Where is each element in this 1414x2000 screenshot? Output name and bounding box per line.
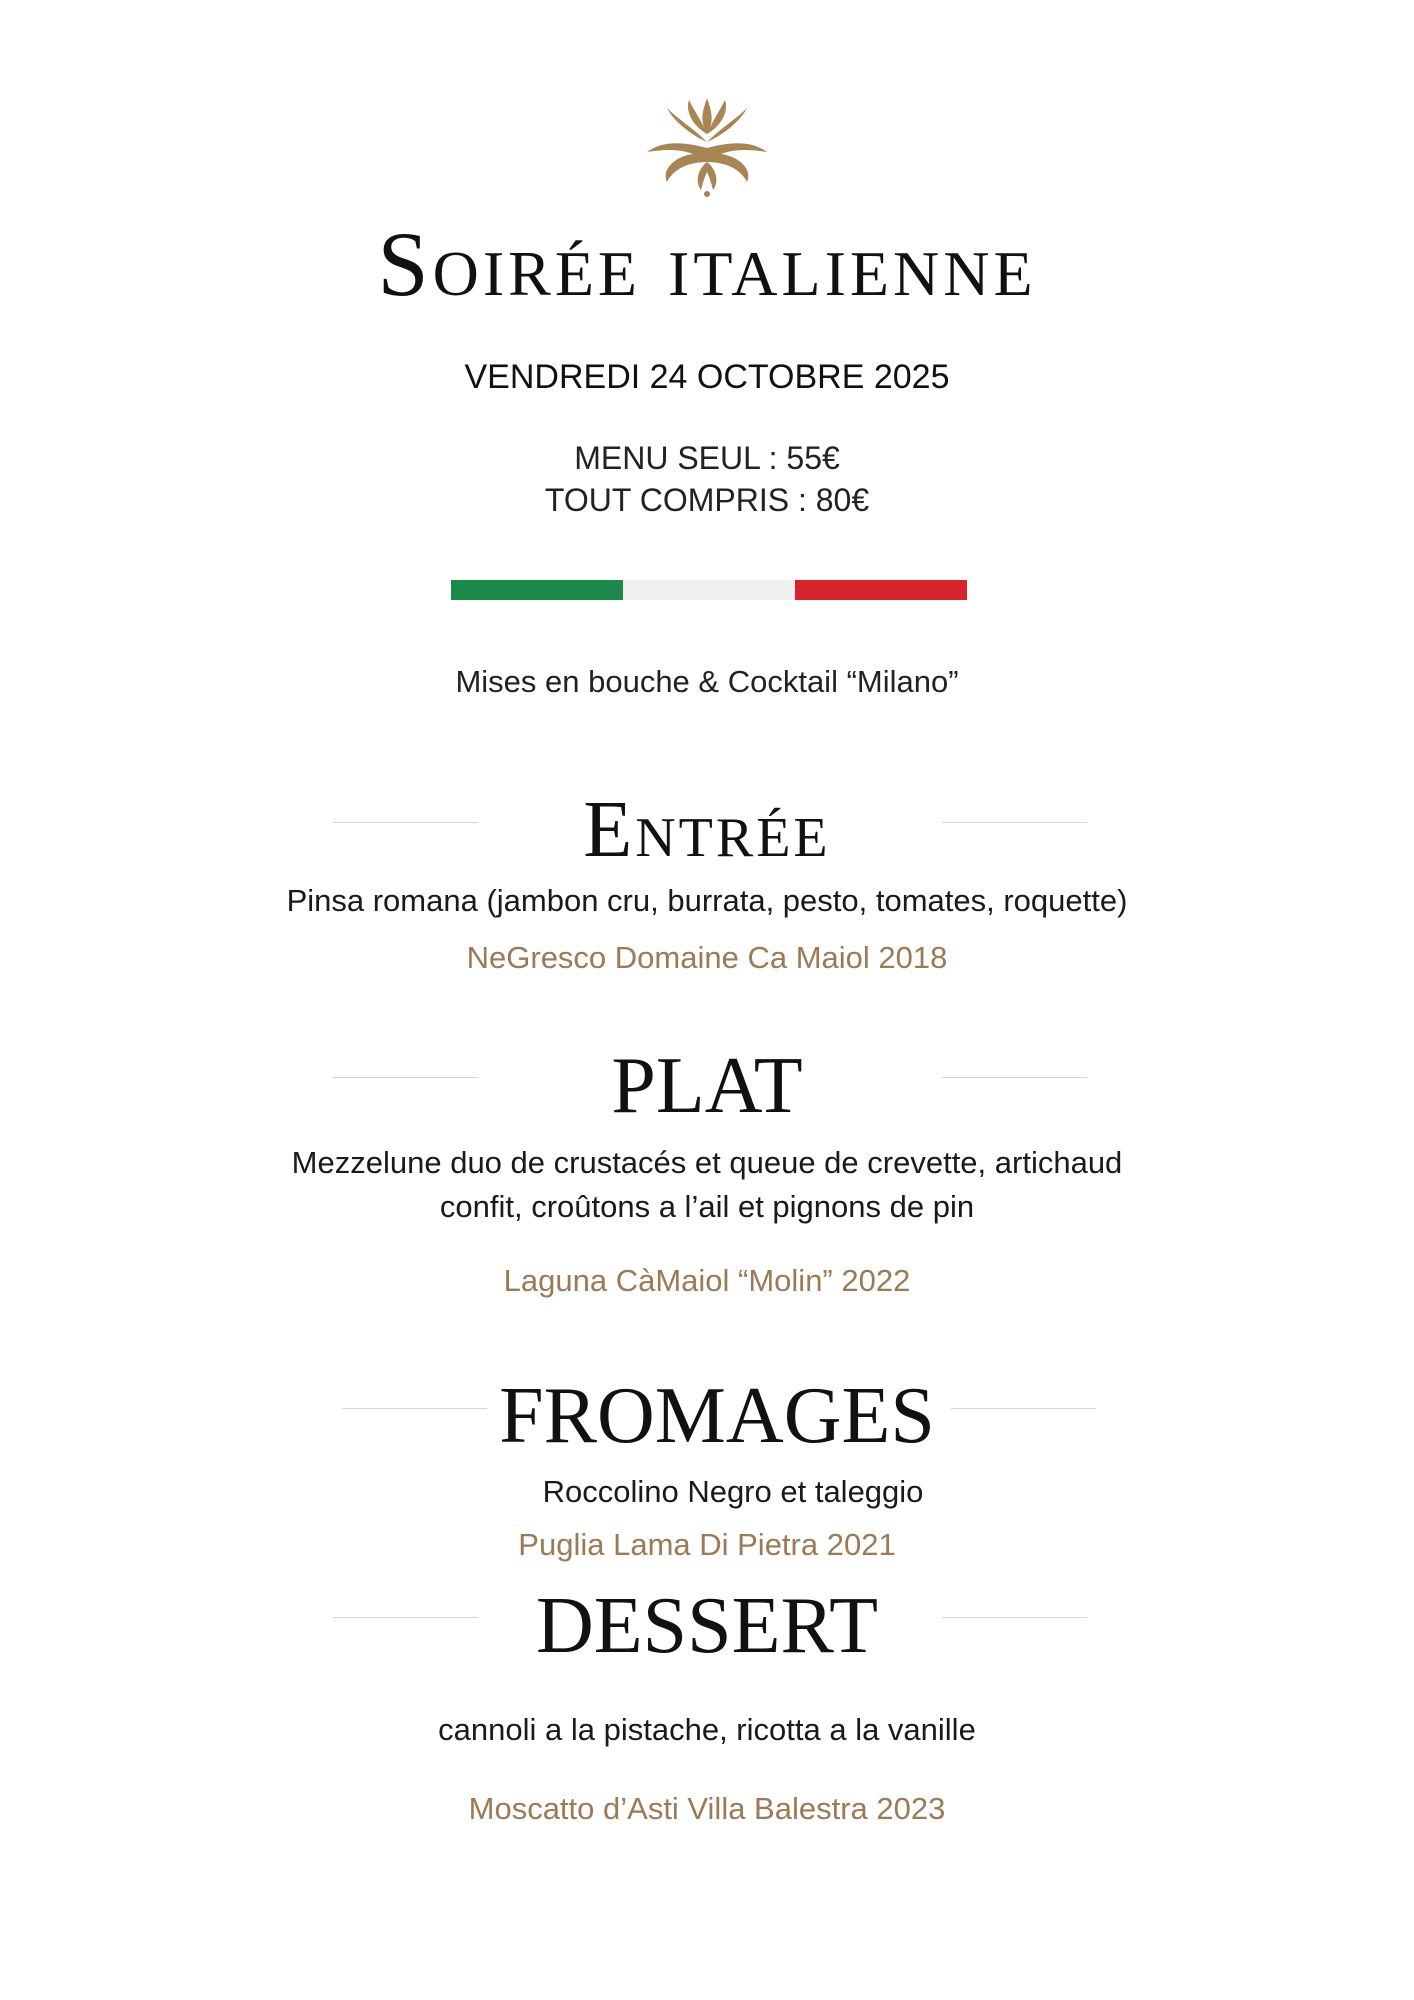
page-title: Soirée italienne [377,213,1037,315]
course-heading-dessert: DESSERT [536,1582,878,1670]
aperitif-line: Mises en bouche & Cocktail “Milano” [455,664,959,699]
course-dish-dessert: cannoli a la pistache, ricotta a la vanille [438,1712,976,1747]
course-wine-plat: Laguna CàMaiol “Molin” 2022 [503,1263,911,1298]
course-dish-plat-line2: confit, croûtons a l’ail et pignons de pin [439,1189,975,1224]
price-all-inclusive: TOUT COMPRIS : 80€ [544,482,870,518]
course-wine-dessert: Moscatto d’Asti Villa Balestra 2023 [468,1791,946,1826]
gold-flourish-icon [637,90,777,200]
course-wine-entree: NeGresco Domaine Ca Maiol 2018 [466,940,948,975]
course-dish-fromages: Roccolino Negro et taleggio [542,1474,924,1509]
course-wine-fromages: Puglia Lama Di Pietra 2021 [518,1527,896,1562]
course-dish-entree: Pinsa romana (jambon cru, burrata, pesto, tomates, roquette) [286,883,1128,918]
course-heading-fromages: FROMAGES [499,1372,935,1460]
course-heading-plat: PLAT [611,1042,803,1130]
course-dish-plat-line1: Mezzelune duo de crustacés et queue de crevette, artichaud [291,1145,1123,1180]
price-menu-only: MENU SEUL : 55€ [574,440,840,476]
italian-flag-bar [451,580,967,600]
flag-white-stripe [623,580,795,600]
event-date: VENDREDI 24 OCTOBRE 2025 [464,358,950,396]
flag-red-stripe [795,580,967,600]
flag-green-stripe [451,580,623,600]
course-heading-entree: Entrée [583,786,831,874]
